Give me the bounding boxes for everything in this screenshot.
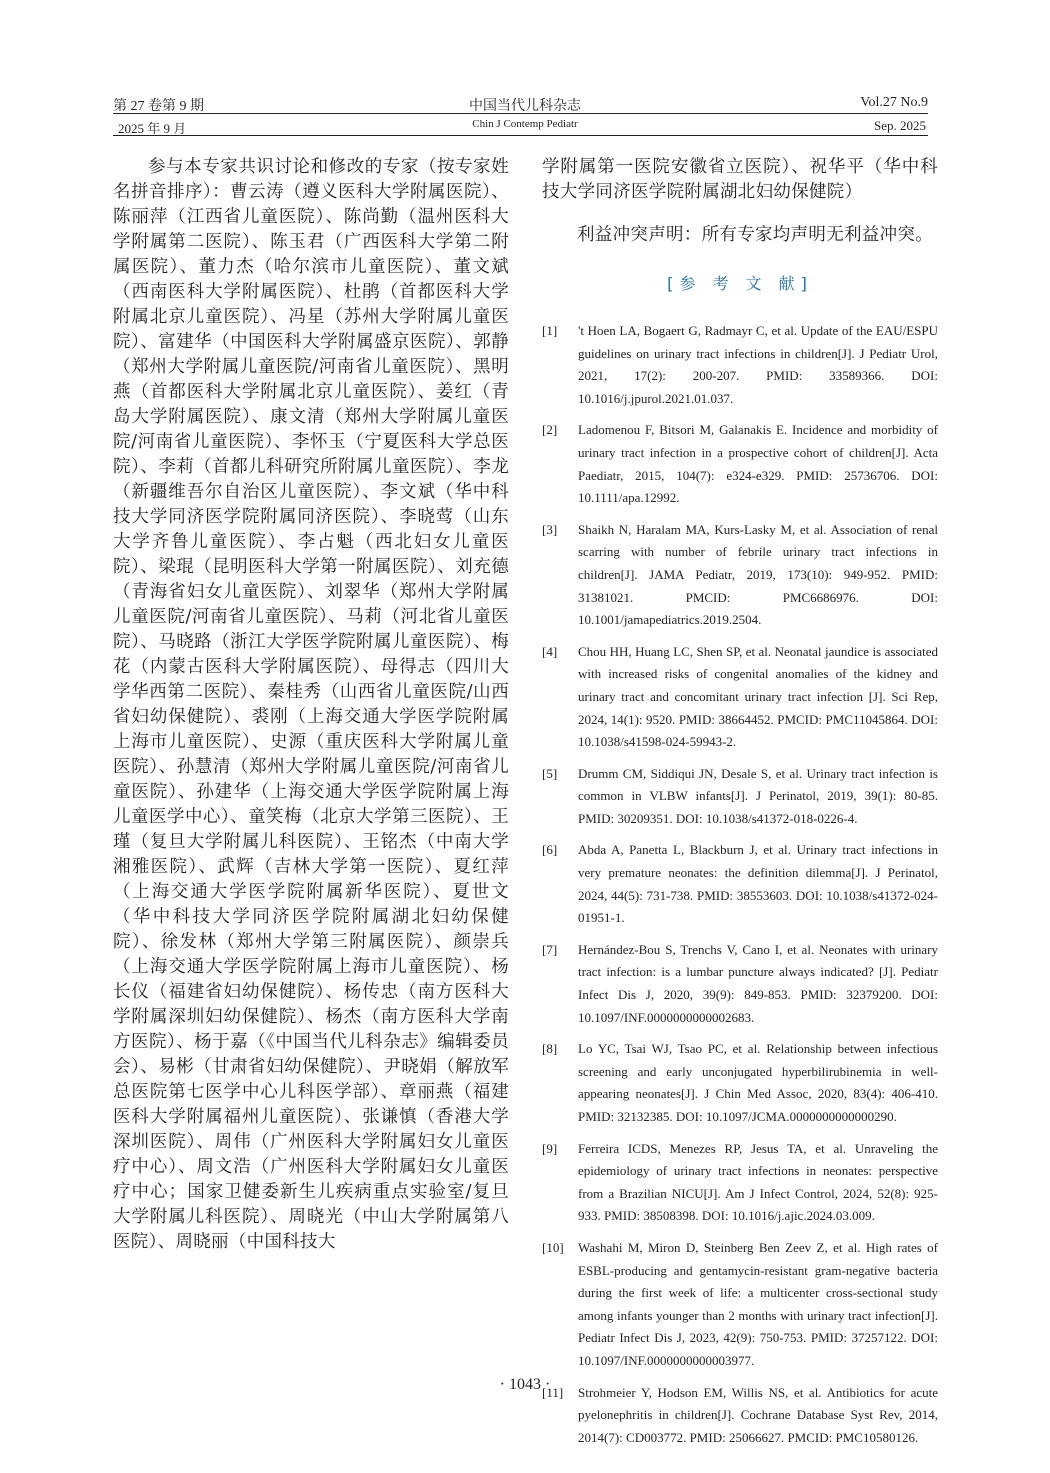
reference-text: Ferreira ICDS, Menezes RP, Jesus TA, et al. Unraveling the epidemiology of urinary tract infections in neonates: perspective from a Brazilian NICU[J]. Am J Infect Control, 2024, 52(8): 925-933. PMID: 38508398. DOI: 10.1016/j.ajic.2024.03.009.: [578, 1140, 938, 1224]
reference-number: [9]: [542, 1140, 558, 1156]
reference-text: 't Hoen LA, Bogaert G, Radmayr C, et al. Update of the EAU/ESPU guidelines on urinary tract infections in children[J]. J Pediatr Urol, 2021, 17(2): 200-207. PMID: 33589366. DOI: 10.1016/j.jpurol.2021.01.037.: [578, 323, 938, 406]
reference-number: [7]: [542, 941, 558, 957]
header-rule-bottom: [113, 135, 928, 136]
reference-number: [4]: [542, 643, 558, 659]
page-number: · 1043 ·: [499, 1376, 551, 1393]
contributors-continuation: 学附属第一医院安徽省立医院）、祝华平（华中科技大学同济医学院附属湖北妇幼保健院）: [542, 157, 938, 202]
reference-text: Drumm CM, Siddiqui JN, Desale S, et al. Urinary tract infection is common in VLBW infants[J]. J Perinatol, 2019, 39(1): 80-85. PMID: 30209351. DOI: 10.1038/s41372-018-0226-4.: [578, 765, 938, 826]
reference-number: [10]: [542, 1239, 564, 1255]
journal-date-cn: 2025 年 9 月: [118, 121, 187, 136]
journal-title-en: Chin J Contemp Pediatr: [472, 118, 578, 130]
conflict-of-interest-statement: 利益冲突声明：所有专家均声明无利益冲突。: [577, 225, 933, 245]
reference-number: [8]: [542, 1041, 558, 1057]
reference-item: [542, 320, 938, 410]
reference-item: [542, 641, 938, 754]
reference-text: Strohmeier Y, Hodson EM, Willis NS, et al. Antibiotics for acute pyelonephritis in children[J]. Cochrane Database Syst Rev, 2014, 2014(7): CD003772. PMID: 25066627. PMCID: PMC10580126.: [578, 1384, 938, 1445]
reference-item: [542, 1038, 938, 1128]
reference-item: [542, 519, 938, 632]
journal-volume-issue: 第 27 卷第 9 期: [113, 99, 204, 114]
reference-number: [6]: [542, 842, 558, 858]
reference-item: [542, 939, 938, 1029]
reference-text: Chou HH, Huang LC, Shen SP, et al. Neonatal jaundice is associated with increased risks of congenital anomalies of the kidney and urinary tract and concomitant urinary tract infection [J]. Sci Rep, 2024, 14(1): 9520. PMID: 38664452. PMCID: PMC11045864. DOI: 10.1038/s41598-024-59943-2.: [578, 643, 938, 750]
left-column: [113, 155, 509, 1255]
reference-text: Ladomenou F, Bitsori M, Galanakis E. Incidence and morbidity of urinary tract infection in a prospective cohort of children[J]. Acta Paediatr, 2015, 104(7): e324-e329. PMID: 25736706. DOI: 10.1111/apa.12992.: [578, 422, 938, 506]
reference-number: [2]: [542, 422, 558, 438]
journal-date-en: Sep. 2025: [874, 118, 926, 133]
reference-number: [5]: [542, 765, 558, 781]
reference-item: [542, 1237, 938, 1373]
reference-text: Hernández-Bou S, Trenchs V, Cano I, et al. Neonates with urinary tract infection: is a lumbar puncture always indicated? [J]. Pediatr Infect Dis J, 2020, 39(9): 849-853. PMID: 32379200. DOI: 10.1097/INF.0000000000002683.: [578, 941, 938, 1025]
header-rule-top: [113, 113, 928, 114]
reference-text: Washahi M, Miron D, Steinberg Ben Zeev Z, et al. High rates of ESBL-producing and gentamycin-resistant gram-negative bacteria during the first week of life: a multicenter cross-sectional study among infants younger than 2 months with urinary tract infection[J]. Pediatr Infect Dis J, 2023, 42(9): 750-753. PMID: 37257122. DOI: 10.1097/INF.0000000000003977.: [578, 1239, 938, 1368]
reference-text: Abda A, Panetta L, Blackburn J, et al. Urinary tract infections in very premature neonates: the definition dilemma[J]. J Perinatol, 2024, 44(5): 731-738. PMID: 38553603. DOI: 10.1038/s41372-024-01951-1.: [578, 842, 938, 926]
reference-item: [542, 419, 938, 509]
reference-item: [542, 839, 938, 929]
journal-volume-en: Vol.27 No.9: [860, 95, 928, 110]
reference-number: [11]: [542, 1384, 564, 1400]
right-column: [542, 155, 938, 1458]
reference-text: Lo YC, Tsai WJ, Tsao PC, et al. Relationship between infectious screening and early unconjugated hyperbilirubinemia in well-appearing neonates[J]. J Chin Med Assoc, 2020, 83(4): 406-410. PMID: 32132385. DOI: 10.1097/JCMA.0000000000000290.: [578, 1041, 938, 1124]
reference-number: [1]: [542, 323, 558, 338]
reference-item: [542, 763, 938, 831]
reference-item: [542, 1138, 938, 1228]
reference-list: [542, 320, 938, 1449]
reference-number: [3]: [542, 521, 558, 537]
reference-text: Shaikh N, Haralam MA, Kurs-Lasky M, et al. Association of renal scarring with number of febrile urinary tract infections in children[J]. JAMA Pediatr, 2019, 173(10): 949-952. PMID: 31381021. PMCID: PMC6686976. DOI: 10.1001/jamapediatrics.2019.2504.: [578, 521, 938, 628]
references-heading: [参 考 文 献]: [667, 274, 813, 293]
journal-title-cn: 中国当代儿科杂志: [469, 98, 581, 114]
contributors-paragraph: 参与本专家共识讨论和修改的专家（按专家姓名拼音排序）：曹云涛（遵义医科大学附属医院）、陈丽萍（江西省儿童医院）、陈尚勤（温州医科大学附属第二医院）、陈玉君（广西医科大学第二附属医院）、董力杰（哈尔滨市儿童医院）、董文斌（西南医科大学附属医院）、杜鹃（首都医科大学附属北京儿童医院）、冯星（苏州大学附属儿童医院）、富建华（中国医科大学附属盛京医院）、郭静（郑州大学附属儿童医院/河南省儿童医院）、黑明燕（首都医科大学附属北京儿童医院）、姜红（青岛大学附属医院）、康文清（郑州大学附属儿童医院/河南省儿童医院）、李怀玉（宁夏医科大学总医院）、李莉（首都儿科研究所附属儿童医院）、李龙（新疆维吾尔自治区儿童医院）、李文斌（华中科技大学同济医学院附属同济医院）、李晓莺（山东大学齐鲁儿童医院）、李占魁（西北妇女儿童医院）、梁琨（昆明医科大学第一附属医院）、刘充德（青海省妇女儿童医院）、刘翠华（郑州大学附属儿童医院/河南省儿童医院）、马莉（河北省儿童医院）、马晓路（浙江大学医学院附属儿童医院）、梅花（内蒙古医科大学附属医院）、母得志（四川大学华西第二医院）、秦桂秀（山西省儿童医院/山西省妇幼保健院）、裘刚（上海交通大学医学院附属上海市儿童医院）、史源（重庆医科大学附属儿童医院）、孙慧清（郑州大学附属儿童医院/河南省儿童医院）、孙建华（上海交通大学医学院附属上海儿童医学中心）、童笑梅（北京大学第三医院）、王瑾（复旦大学附属儿科医院）、王铭杰（中南大学湘雅医院）、武辉（吉林大学第一医院）、夏红萍（上海交通大学医学院附属新华医院）、夏世文（华中科技大学同济医学院附属湖北妇幼保健院）、徐发林（郑州大学第三附属医院）、颜崇兵（上海交通大学医学院附属上海市儿童医院）、杨长仪（福建省妇幼保健院）、杨传忠（南方医科大学附属深圳妇幼保健院）、杨杰（南方医科大学南方医院）、杨于嘉（《中国当代儿科杂志》编辑委员会）、易彬（甘肃省妇幼保健院）、尹晓娟（解放军总医院第七医学中心儿科医学部）、章丽燕（福建医科大学附属福州儿童医院）、张谦慎（香港大学深圳医院）、周伟（广州医科大学附属妇女儿童医疗中心）、周文浩（广州医科大学附属妇女儿童医疗中心；国家卫健委新生儿疾病重点实验室/复旦大学附属儿科医院）、周晓光（中山大学附属第八医院）、周晓丽（中国科技大: [113, 157, 509, 1252]
